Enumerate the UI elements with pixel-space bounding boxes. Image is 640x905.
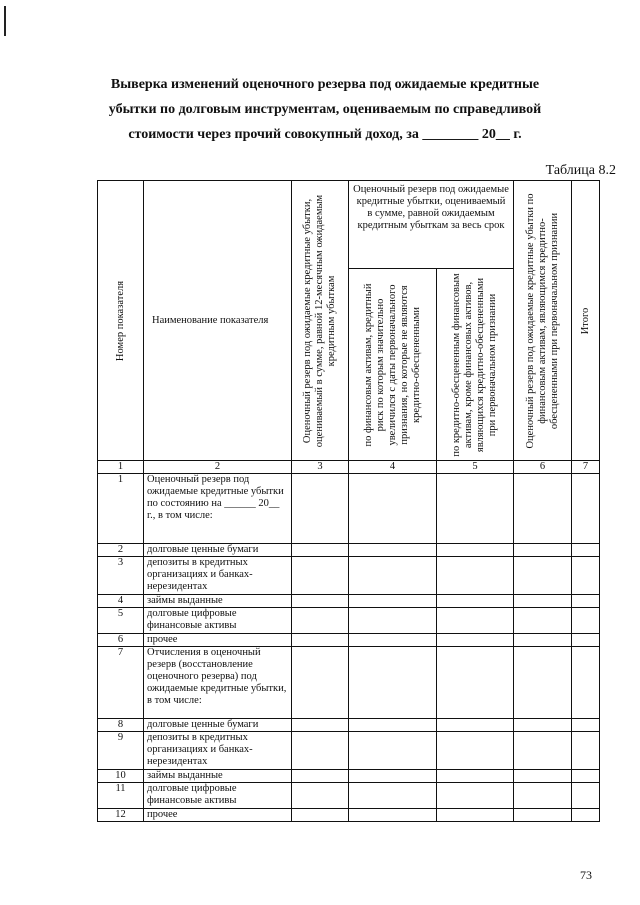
header-lifetime-group: Оценочный резерв под ожидаемые кредитные убытки, оцениваемый в сумме, равной ожидаемым кредитным убыткам за весь срок [349,181,514,269]
value-cell[interactable] [292,544,349,557]
value-cell[interactable] [292,608,349,634]
column-number: 5 [437,461,514,474]
header-total [572,181,600,461]
value-cell[interactable] [572,634,600,647]
value-cell[interactable] [349,557,437,595]
value-cell[interactable] [292,557,349,595]
row-number: 8 [98,719,144,732]
row-name: долговые ценные бумаги [144,544,292,557]
row-name: Оценочный резерв под ожидаемые кредитные убытки по состоянию на ______ 20__ г., в том числе: [144,474,292,544]
header-total-text: Итого [579,307,591,334]
row-number: 7 [98,647,144,719]
row-name: прочее [144,809,292,822]
value-cell[interactable] [349,544,437,557]
value-cell[interactable] [349,634,437,647]
value-cell[interactable] [349,719,437,732]
value-cell[interactable] [514,719,572,732]
value-cell[interactable] [292,809,349,822]
table-row [98,809,600,822]
value-cell[interactable] [349,474,437,544]
row-name: депозиты в кредитных организациях и банках-нерезидентах [144,557,292,595]
value-cell[interactable] [514,634,572,647]
row-number: 2 [98,544,144,557]
table-label: Таблица 8.2 [545,163,616,178]
row-number: 12 [98,809,144,822]
row-number: 1 [98,474,144,544]
value-cell[interactable] [437,474,514,544]
table-row [98,770,600,783]
value-cell[interactable] [572,719,600,732]
title-line-1: Выверка изменений оценочного резерва под ожидаемые кредитные [110,77,540,92]
value-cell[interactable] [292,474,349,544]
row-number: 5 [98,608,144,634]
value-cell[interactable] [437,634,514,647]
value-cell[interactable] [514,557,572,595]
value-cell[interactable] [437,595,514,608]
value-cell[interactable] [572,783,600,809]
row-name: займы выданные [144,770,292,783]
title-line-2: убытки по долговым инструментам, оцениваемым по справедливой [108,102,542,117]
row-number: 9 [98,732,144,770]
table-row [98,719,600,732]
value-cell[interactable] [572,474,600,544]
column-number: 2 [144,461,292,474]
value-cell[interactable] [572,544,600,557]
value-cell[interactable] [572,595,600,608]
row-number: 3 [98,557,144,595]
value-cell[interactable] [437,647,514,719]
reserve-table [97,180,600,822]
row-name: депозиты в кредитных организациях и банках-нерезидентах [144,732,292,770]
header-12-month-reserve [292,181,349,461]
row-number: 4 [98,595,144,608]
column-number: 4 [349,461,437,474]
column-number-row [98,461,600,474]
value-cell[interactable] [437,809,514,822]
table-row [98,595,600,608]
value-cell[interactable] [437,770,514,783]
value-cell[interactable] [292,783,349,809]
value-cell[interactable] [292,595,349,608]
column-number: 3 [292,461,349,474]
value-cell[interactable] [437,608,514,634]
value-cell[interactable] [349,608,437,634]
row-name: Отчисления в оценочный резерв (восстановление оценочного резерва) под ожидаемые кредитные убытки, в том числе: [144,647,292,719]
header-row-number [98,181,144,461]
row-name: займы выданные [144,595,292,608]
header-credit-impaired-origination [514,181,572,461]
value-cell[interactable] [514,608,572,634]
column-number: 7 [572,461,600,474]
value-cell[interactable] [514,474,572,544]
value-cell[interactable] [349,647,437,719]
column-number: 1 [98,461,144,474]
row-number: 10 [98,770,144,783]
value-cell[interactable] [349,809,437,822]
value-cell[interactable] [437,732,514,770]
value-cell[interactable] [572,732,600,770]
table-row [98,647,600,719]
value-cell[interactable] [292,770,349,783]
value-cell[interactable] [514,595,572,608]
table-row [98,783,600,809]
value-cell[interactable] [292,634,349,647]
page-number: 73 [580,868,592,882]
row-name: долговые цифровые финансовые активы [144,608,292,634]
value-cell[interactable] [514,770,572,783]
value-cell[interactable] [572,608,600,634]
value-cell[interactable] [572,557,600,595]
value-cell[interactable] [437,557,514,595]
column-number: 6 [514,461,572,474]
header-credit-impaired [437,269,514,461]
header-12-month-reserve-text: Оценочный резерв под ожидаемые кредитные убытки, оцениваемый в сумме, равной 12-месячным ожидаемым кредитным убыткам [302,194,337,447]
value-cell[interactable] [349,783,437,809]
table-row [98,544,600,557]
value-cell[interactable] [572,809,600,822]
value-cell[interactable] [514,544,572,557]
value-cell[interactable] [514,732,572,770]
header-credit-impaired-text: по кредитно-обесцененным финансовым активам, кроме финансовых активов, являющихся кредитно-обесцененными при первоначальном признании [451,272,498,457]
document-title [60,72,590,147]
table-row [98,634,600,647]
value-cell[interactable] [437,719,514,732]
table-row [98,732,600,770]
value-cell[interactable] [349,770,437,783]
margin-rule [4,6,6,36]
value-cell[interactable] [292,732,349,770]
row-name: долговые ценные бумаги [144,719,292,732]
header-credit-impaired-origination-text: Оценочный резерв под ожидаемые кредитные убытки по финансовым активам, являющимся кредитно-обесцененными при первоначальном признании [524,192,560,449]
row-number: 11 [98,783,144,809]
value-cell[interactable] [292,647,349,719]
value-cell[interactable] [514,783,572,809]
header-indicator-name: Наименование показателя [144,181,292,461]
value-cell[interactable] [292,719,349,732]
value-cell[interactable] [514,647,572,719]
value-cell[interactable] [572,770,600,783]
table-row [98,557,600,595]
row-name: прочее [144,634,292,647]
value-cell[interactable] [437,544,514,557]
row-name: долговые цифровые финансовые активы [144,783,292,809]
title-line-3: стоимости через прочий совокупный доход, за ________ 20__ г. [128,127,522,142]
value-cell[interactable] [437,783,514,809]
header-significant-increase [349,269,437,461]
value-cell[interactable] [349,595,437,608]
header-significant-increase-text: по финансовым активам, кредитный риск по которым значительно увеличился с даты первоначального признания, но которые не являются кредитно-обесцененными [362,283,422,446]
table-row [98,474,600,544]
row-number: 6 [98,634,144,647]
value-cell[interactable] [349,732,437,770]
header-row-number-text: Номер показателя [114,280,126,361]
value-cell[interactable] [572,647,600,719]
table-row [98,608,600,634]
value-cell[interactable] [514,809,572,822]
